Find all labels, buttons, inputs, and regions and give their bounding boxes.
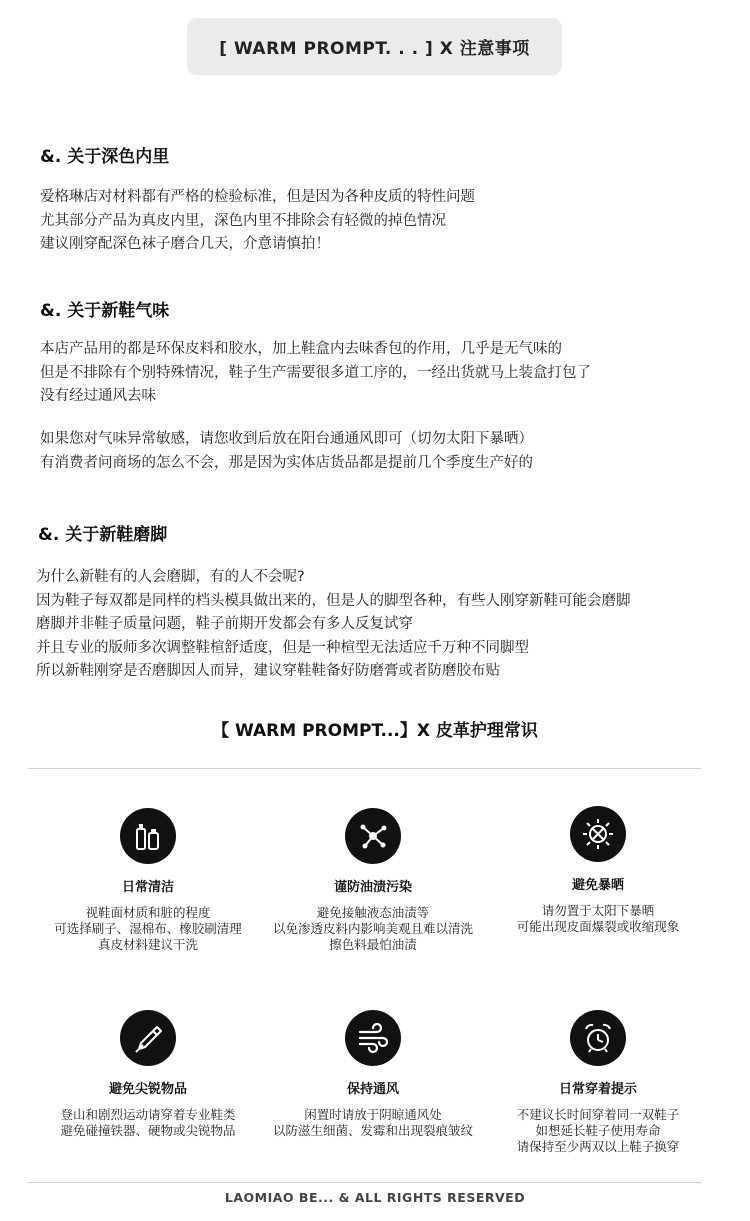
card-title: 日常穿着提示 bbox=[558, 1082, 637, 1097]
text-line: 磨脚并非鞋子质量问题，鞋子前期开发都会有多人反复试穿 bbox=[36, 616, 413, 632]
card-title: 谨防油渍污染 bbox=[333, 880, 412, 895]
care-card-daily-cleaning bbox=[28, 808, 268, 953]
section-body-new-shoe-rubbing bbox=[36, 566, 631, 684]
desc-line: 擦色料最怕油渍 bbox=[329, 937, 417, 952]
knife-icon bbox=[120, 1010, 176, 1066]
text-line: 如果您对气味异常敏感，请您收到后放在阳台通通风即可（切勿太阳下暴晒） bbox=[40, 431, 533, 447]
card-title: 日常清洁 bbox=[121, 880, 174, 895]
text-line: 爱格琳店对材料都有严格的检验标准，但是因为各种皮质的特性问题 bbox=[40, 189, 475, 205]
text-line: 有消费者问商场的怎么不会，那是因为实体店货品都是提前几个季度生产好的 bbox=[40, 454, 533, 471]
care-card-ventilation bbox=[253, 1010, 493, 1139]
card-title: 避免尖锐物品 bbox=[108, 1082, 187, 1097]
desc-line: 真皮材料建议干洗 bbox=[97, 937, 198, 952]
divider bbox=[28, 1182, 701, 1183]
footer-copyright: LAOMIAO BE... & ALL RIGHTS RESERVED bbox=[224, 1190, 526, 1205]
card-desc bbox=[253, 905, 493, 953]
desc-line: 闲置时请放于阴晾通风处 bbox=[304, 1107, 442, 1122]
desc-line: 视鞋面材质和脏的程度 bbox=[85, 905, 211, 920]
desc-line: 以免渗透皮料内影响美观且难以清洗 bbox=[272, 921, 473, 936]
section-title-new-shoe-rubbing: &. 关于新鞋磨脚 bbox=[38, 525, 168, 545]
text-line: 本店产品用的都是环保皮料和胶水，加上鞋盒内去味香包的作用，几乎是无气味的 bbox=[40, 341, 562, 357]
desc-line: 避免碰撞铁器、硬物或尖锐物品 bbox=[60, 1123, 236, 1138]
section-title-new-shoe-odor: &. 关于新鞋气味 bbox=[40, 301, 170, 321]
divider bbox=[28, 768, 701, 769]
section-body-new-shoe-odor-2 bbox=[40, 428, 533, 475]
desc-line: 登山和剧烈运动请穿着专业鞋类 bbox=[60, 1107, 236, 1122]
card-title: 保持通风 bbox=[346, 1082, 399, 1097]
section-body-dark-lining bbox=[40, 186, 475, 257]
cleaning-bottles-icon bbox=[120, 808, 176, 864]
section-body-new-shoe-odor bbox=[40, 338, 591, 409]
text-line: 为什么新鞋有的人会磨脚，有的人不会呢? bbox=[36, 569, 305, 585]
desc-line: 可能出现皮面爆裂或收缩现象 bbox=[516, 919, 680, 934]
text-line: 所以新鞋刚穿是否磨脚因人而异，建议穿鞋鞋备好防磨膏或者防磨胶布贴 bbox=[36, 663, 500, 679]
card-title: 避免暴晒 bbox=[571, 878, 624, 893]
card-desc bbox=[478, 903, 718, 935]
stain-splash-icon bbox=[345, 808, 401, 864]
care-card-avoid-sharp bbox=[28, 1010, 268, 1139]
care-card-avoid-sun bbox=[478, 806, 718, 935]
desc-line: 请勿置于太阳下暴晒 bbox=[541, 903, 655, 918]
card-desc bbox=[253, 1107, 493, 1139]
warm-prompt-banner bbox=[187, 18, 562, 75]
text-line: 因为鞋子每双都是同样的档头模具做出来的，但是人的脚型各种，有些人刚穿新鞋可能会磨脚 bbox=[36, 592, 631, 609]
leather-care-header: 【 WARM PROMPT...】X 皮革护理常识 bbox=[212, 721, 538, 741]
desc-line: 请保持至少两双以上鞋子换穿 bbox=[516, 1139, 680, 1154]
desc-line: 以防滋生细菌、发霉和出现裂痕皱纹 bbox=[272, 1123, 473, 1138]
text-line: 建议刚穿配深色袜子磨合几天，介意请慎拍！ bbox=[40, 236, 330, 252]
wind-icon bbox=[345, 1010, 401, 1066]
banner-text: [ WARM PROMPT. . . ] X 注意事项 bbox=[219, 39, 530, 59]
section-title-dark-lining: &. 关于深色内里 bbox=[40, 147, 170, 167]
desc-line: 可选择刷子、湿棉布、橡胶刷清理 bbox=[54, 921, 242, 936]
card-desc bbox=[28, 905, 268, 953]
text-line: 没有经过通风去味 bbox=[40, 388, 156, 404]
card-desc bbox=[478, 1107, 718, 1155]
care-card-oil-stain bbox=[253, 808, 493, 953]
card-desc bbox=[28, 1107, 268, 1139]
text-line: 但是不排除有个别特殊情况，鞋子生产需要很多道工序的，一经出货就马上装盒打包了 bbox=[40, 364, 591, 381]
alarm-clock-icon bbox=[570, 1010, 626, 1066]
desc-line: 不建议长时间穿着同一双鞋子 bbox=[516, 1107, 680, 1122]
care-card-daily-wear bbox=[478, 1010, 718, 1155]
text-line: 并且专业的版师多次调整鞋楦舒适度，但是一种楦型无法适应千万种不同脚型 bbox=[36, 639, 529, 656]
desc-line: 如想延长鞋子使用寿命 bbox=[535, 1123, 661, 1138]
desc-line: 避免接触液态油渍等 bbox=[316, 905, 430, 920]
sun-icon bbox=[570, 806, 626, 862]
text-line: 尤其部分产品为真皮内里，深色内里不排除会有轻微的掉色情况 bbox=[40, 212, 446, 229]
